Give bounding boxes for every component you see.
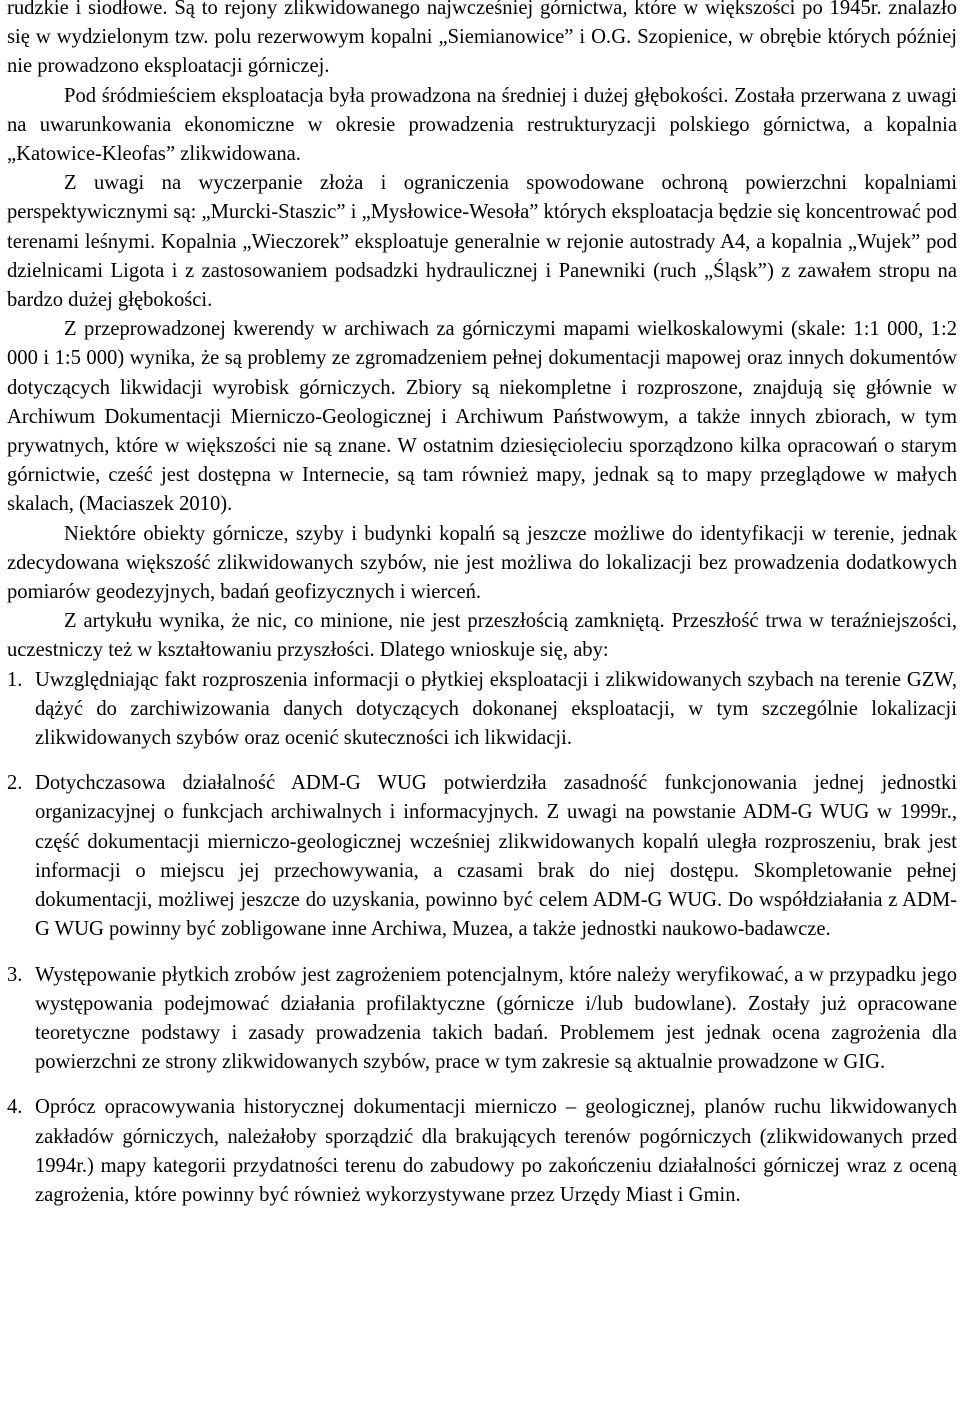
paragraph-city-center: Pod śródmieściem eksploatacja była prowadzona na średniej i dużej głębokości. Została przerwana z uwagi na uwarunkowania ekonomiczne w okresie prowadzenia restrukturyzacji polskiego górnictwa, a kopalnia „Katowice-Kleofas” zlikwidowana. (7, 84, 957, 166)
list-item-text: Dotychczasowa działalność ADM-G WUG potwierdziła zasadność funkcjonowania jednej jednostki organizacyjnej o funkcjach archiwalnych i informacyjnych. Z uwagi na powstanie ADM-G WUG w 1999r., część dokumentacji mierniczo-geologicznej wcześniej zlikwidowanych kopalń uległa rozproszeniu, brak jest informacji o miejscu jej przechowywania, a czasami brak do niej dostępu. Skompletowanie pełnej dokumentacji, możliwej jeszcze do uzyskania, powinno być celem ADM-G WUG. Do współdziałania z ADM-G WUG powinny być zobligowane inne Archiwa, Muzea, a także jednostki naukowo-badawcze. (35, 772, 957, 941)
list-item-number: 4. (7, 1096, 23, 1119)
list-item-text: Występowanie płytkich zrobów jest zagrożeniem potencjalnym, które należy weryfikować, a w przypadku jego występowania podejmować działania profilaktyczne (górnicze i/lub budowlane). Zostały już opracowane teoretyczne podstawy i zasady prowadzenia takich badań. Problemem jest jednak ocena zagrożenia dla powierzchni ze strony zlikwidowanych szybów, prace w tym zakresie są aktualnie prowadzone w GIG. (35, 963, 957, 1074)
paragraph-perspective-mines: Z uwagi na wyczerpanie złoża i ograniczenia spowodowane ochroną powierzchni kopalniami perspektywicznymi są: „Murcki-Staszic” i „Mysłowice-Wesoła” których eksploatacja będzie się koncentrować pod terenami leśnymi. Kopalnia „Wieczorek” eksploatuje generalnie w rejonie autostrady A4, a kopalnia „Wujek” pod dzielnicami Ligota i z zastosowaniem podsadzki hydraulicznej i Panewniki (ruch „Śląsk”) z zawałem stropu na bardzo dużej głębokości. (7, 172, 957, 312)
list-item (7, 961, 957, 1078)
list-item-text: Uwzględniając fakt rozproszenia informacji o płytkiej eksploatacji i zlikwidowanych szybach na terenie GZW, dążyć do zarchiwizowania danych dotyczących dokonanej eksploatacji, w tym szczególnie lokalizacji zlikwidowanych szybów oraz ocenić skuteczności ich likwidacji. (35, 668, 957, 750)
list-item-text: Oprócz opracowywania historycznej dokumentacji mierniczo – geologicznej, planów ruchu likwidowanych zakładów górniczych, należałoby sporządzić dla brakujących terenów pogórniczych (zlikwidowanych przed 1994r.) mapy kategorii przydatności terenu do zabudowy po zakończeniu działalności górniczej wraz z oceną zagrożenia, które powinny być również wykorzystywane przez Urzędy Miast i Gmin. (35, 1096, 957, 1206)
conclusions-list (7, 666, 957, 1210)
paragraph-conclusions-intro: Z artykułu wynika, że nic, co minione, nie jest przeszłością zamkniętą. Przeszłość trwa w teraźniejszości, uczestniczy też w kształtowaniu przyszłości. Dlatego wnioskuje się, aby: (7, 610, 957, 662)
list-item (7, 666, 957, 754)
paragraph-archive-query: Z przeprowadzonej kwerendy w archiwach za górniczymi mapami wielkoskalowymi (skale: 1:1 000, 1:2 000 i 1:5 000) wynika, że są problemy ze zgromadzeniem pełnej dokumentacji mapowej oraz innych dokumentów dotyczących likwidacji wyrobisk górniczych. Zbiory są niekompletne i rozproszone, znajdują się głównie w Archiwum Dokumentacji Mierniczo-Geologicznej i Archiwum Państwowym, a także innych zbiorach, w tym prywatnych, które w większości nie są znane. W ostatnim dziesięcioleciu sporządzono kilka opracowań o starym górnictwie, cześć jest dostępna w Internecie, są tam również mapy, jednak są to mapy przeglądowe w małych skalach, (Maciaszek 2010). (7, 318, 957, 516)
list-item-number: 3. (7, 963, 23, 986)
list-item (7, 1093, 957, 1210)
paragraph-continued: rudzkie i siodłowe. Są to rejony zlikwidowanego najwcześniej górnictwa, które w większości po 1945r. znalazło się w wydzielonym tzw. polu rezerwowym kopalni „Siemianowice” i O.G. Szopienice, w obrębie których później nie prowadzono eksploatacji górniczej. (7, 0, 957, 78)
list-item-number: 2. (7, 772, 23, 795)
list-item (7, 769, 957, 944)
document-page (7, 0, 957, 1210)
paragraph-mining-objects: Niektóre obiekty górnicze, szyby i budynki kopalń są jeszcze możliwe do identyfikacji w terenie, jednak zdecydowana większość zlikwidowanych szybów, nie jest możliwa do lokalizacji bez prowadzenia dodatkowych pomiarów geodezyjnych, badań geofizycznych i wierceń. (7, 522, 957, 604)
list-item-number: 1. (7, 668, 23, 691)
